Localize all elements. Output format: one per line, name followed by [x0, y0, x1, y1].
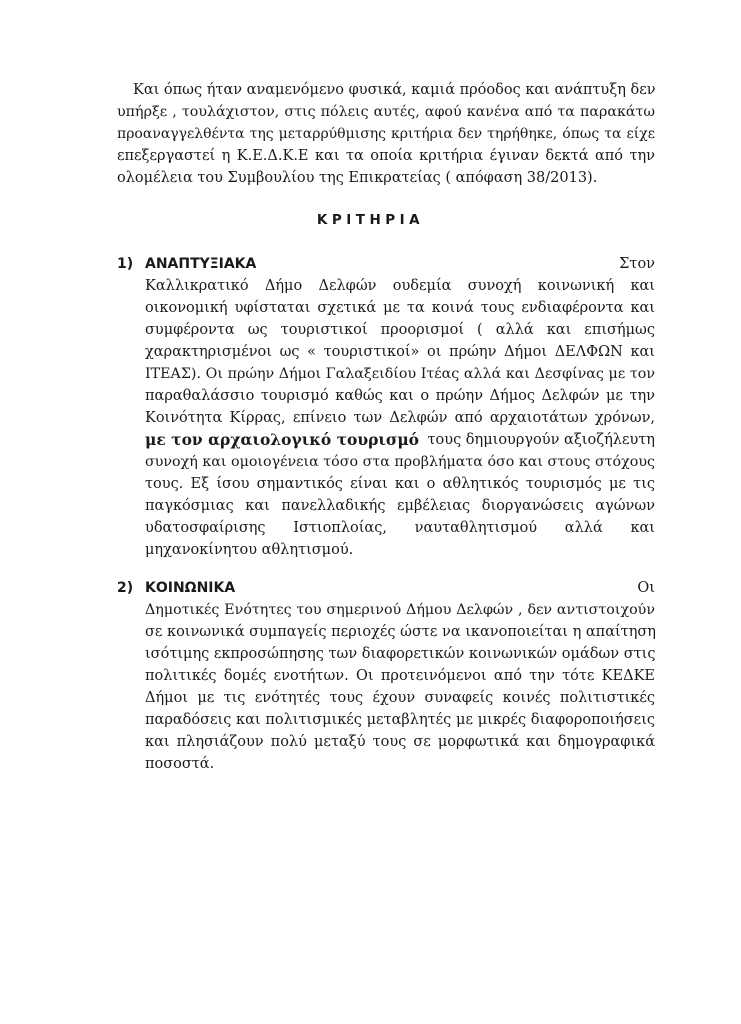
emphasis-archaeological-tourism: με τον αρχαιολογικό τουρισμό [145, 430, 420, 449]
section-line: Δήμοι με τις ενότητές τους έχουν συναφείς κοινές πολιτιστικές [145, 690, 655, 706]
section-line: πολιτικές δομές ενοτήτων. Οι προτεινόμενοι από την τότε ΚΕΔΚΕ [145, 668, 655, 684]
section-heading-social [117, 578, 655, 598]
intro-line: προαναγγελθέντα της μεταρρύθμισης κριτήρια δεν τηρήθηκε, όπως τα είχε [117, 126, 655, 142]
section-heading-developmental [117, 254, 655, 274]
intro-line: επεξεργαστεί η Κ.Ε.Δ.Κ.Ε και τα οποία κριτήρια έγιναν δεκτά από την [117, 148, 655, 164]
section-line: Καλλικρατικό Δήμο Δελφών ουδεμία συνοχή κοινωνική και [145, 278, 655, 294]
section-line-with-emphasis [145, 430, 655, 450]
section-heading-text [117, 254, 256, 274]
section-line: Κοινότητα Κίρρας, επίνειο των Δελφών από αρχαιοτάτων χρόνων, [145, 410, 655, 426]
section-lead-word: Στον [619, 256, 655, 272]
section-heading-text [117, 578, 235, 598]
section-line: μηχανοκίνητου αθλητισμού. [145, 542, 354, 558]
section-line: σε κοινωνικά συμπαγείς περιοχές ώστε να ικανοποιείται η απαίτηση [145, 624, 656, 640]
section-line: και πλησιάζουν πολύ μεταξύ τους σε μορφωτικά και δημογραφικά [145, 734, 655, 750]
intro-line: Και όπως ήταν αναμενόμενο φυσικά, καμιά πρόοδος και ανάπτυξη δεν [133, 82, 656, 98]
section-lead-word: Οι [637, 580, 655, 596]
section-line: συμφέροντα ως τουριστικοί προορισμοί ( αλλά και επισήμως [145, 322, 655, 338]
criteria-title: ΚΡΙΤΗΡΙΑ [316, 212, 425, 228]
section-line: ΙΤΕΑΣ). Οι πρώην Δήμοι Γαλαξειδίου Ιτέας αλλά και Δεσφίνας με τον [145, 366, 655, 382]
section-line: οικονομική υφίσταται σχετικά με τα κοινά τους ενδιαφέροντα και [145, 300, 655, 316]
section-line: ποσοστά. [145, 756, 215, 772]
section-line: τους. Εξ ίσου σημαντικός είναι και ο αθλητικός τουρισμός με τις [145, 476, 655, 492]
section-line: παγκόσμιας και πανελλαδικής εμβέλειας διοργανώσεις αγώνων [145, 498, 655, 514]
section-line: Δημοτικές Ενότητες του σημερινού Δήμου Δελφών , δεν αντιστοιχούν [145, 602, 655, 618]
section-line: παραδόσεις και πολιτισμικές μεταβλητές με μικρές διαφοροποιήσεις [145, 712, 655, 728]
intro-line: ολομέλεια του Συμβουλίου της Επικρατείας ( απόφαση 38/2013). [117, 170, 598, 186]
section-line: χαρακτηρισμένοι ως « τουριστικοί» οι πρώην Δήμοι ΔΕΛΦΩΝ και [145, 344, 655, 360]
section-number: 1) [117, 256, 134, 272]
section-line: συνοχή και ομοιογένεια τόσο στα προβλήματα όσο και στους στόχους [145, 454, 655, 470]
section-line: ισότιμης εκπροσώπησης των διαφορετικών κοινωνικών ομάδων στις [145, 646, 656, 662]
section-line: παραθαλάσσιο τουρισμό καθώς και ο πρώην Δήμος Δελφών με την [145, 388, 655, 404]
intro-line: υπήρξε , τουλάχιστον, στις πόλεις αυτές, αφού κανένα από τα παρακάτω [117, 104, 655, 120]
section-number: 2) [117, 580, 134, 596]
section-line: υδατοσφαίρισης Ιστιοπλοίας, ναυταθλητισμού αλλά και [145, 520, 655, 536]
section-title: ΑΝΑΠΤΥΞΙΑΚΑ [145, 256, 257, 272]
section-title: ΚΟΙΝΩΝΙΚΑ [145, 580, 236, 596]
section-line-rest: τους δημιουργούν αξιοζήλευτη [427, 432, 655, 448]
